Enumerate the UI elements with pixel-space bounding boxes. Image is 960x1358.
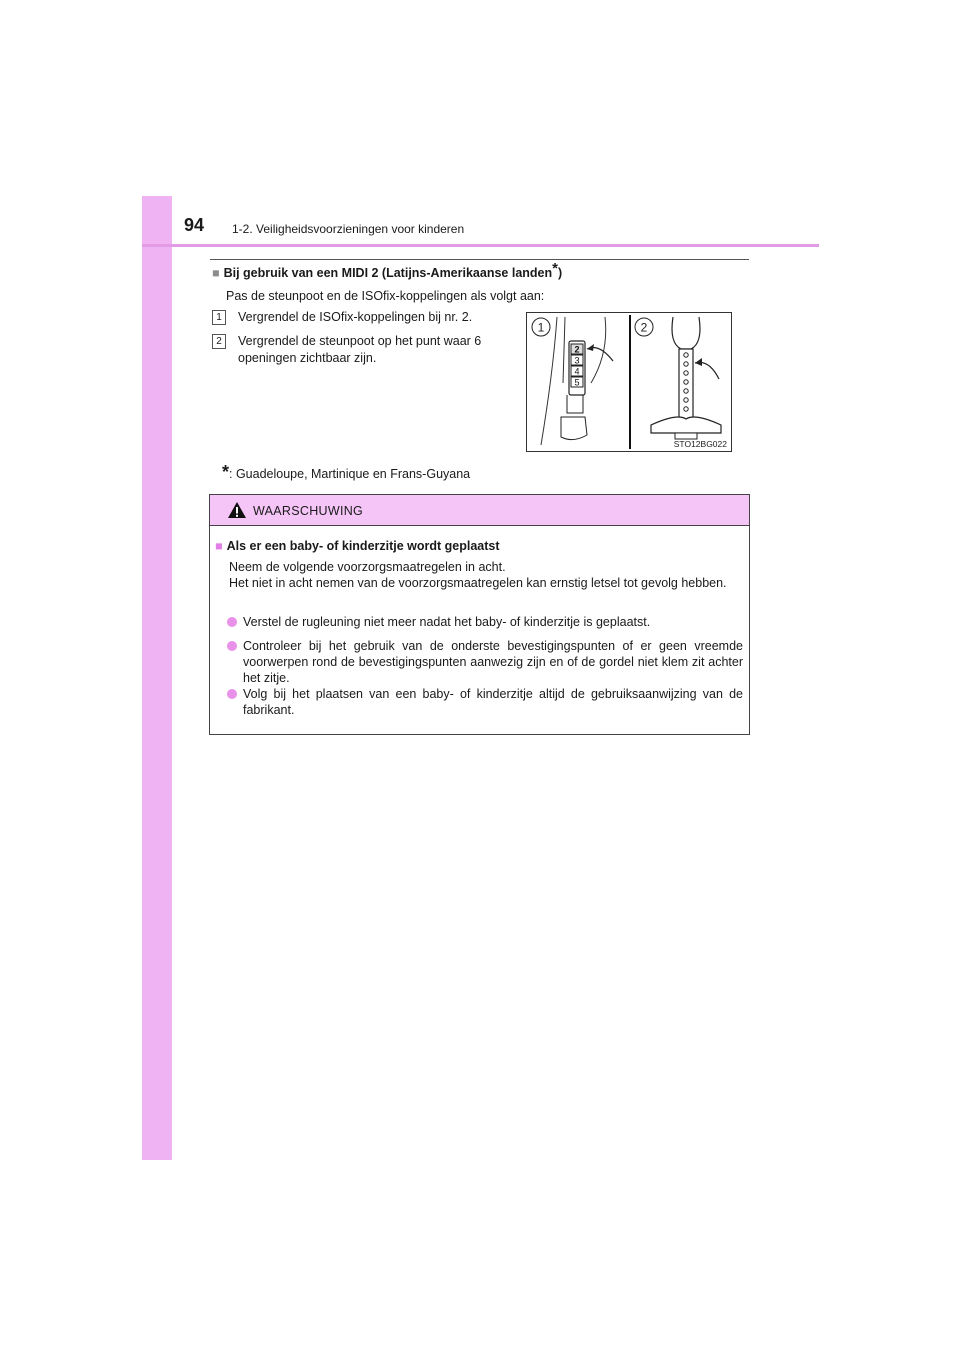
warning-bullet-text: Controleer bij het gebruik van de onderste bevestigingspunten of er geen vreemde voorwerpen rond de bevestigingspunten aanwezig zijn en of de gordel niet klem zit achter het zitje. (243, 639, 743, 685)
seat-edge-line (591, 317, 606, 383)
warning-subheading-text: Als er een baby- of kinderzitje wordt geplaatst (226, 539, 500, 553)
seat-edge-line (563, 317, 565, 383)
slot-number: 4 (574, 366, 580, 377)
warning-paragraph: Het niet in acht nemen van de voorzorgsmaatregelen kan ernstig letsel tot gevolg hebben. (229, 576, 727, 590)
warning-subheading (215, 539, 500, 553)
leg-hole (684, 362, 688, 366)
square-bullet-icon: ■ (215, 539, 223, 553)
warning-bullet (227, 638, 743, 686)
header-rule (142, 244, 819, 247)
pointer-arrowhead (587, 344, 594, 351)
support-leg-foot (651, 417, 721, 433)
section-heading-text: Bij gebruik van een MIDI 2 (Latijns-Amerikaanse landen (223, 266, 553, 280)
section-intro: Pas de steunpoot en de ISOfix-koppelingen als volgt aan: (226, 289, 545, 303)
leg-hole (684, 407, 688, 411)
leg-hole (684, 380, 688, 384)
isofix-latch (561, 417, 587, 440)
illustration-label-right: 2 (640, 320, 648, 335)
warning-header (210, 495, 749, 526)
slot-number: 3 (574, 355, 580, 366)
chapter-side-bar (142, 196, 172, 1160)
section-divider (210, 259, 749, 260)
leg-hole (684, 389, 688, 393)
support-leg-top (672, 317, 700, 349)
slot-number: 5 (574, 377, 580, 388)
pointer-arrow (695, 362, 719, 379)
step-number-badge: 2 (212, 334, 226, 349)
footnote-star: * (222, 462, 230, 482)
pointer-arrowhead (695, 358, 702, 366)
warning-title: WAARSCHUWING (253, 504, 364, 518)
section-heading (212, 260, 563, 280)
page-number: 94 (184, 215, 205, 235)
warning-triangle-icon (227, 501, 247, 519)
heading-footnote-star: * (552, 260, 558, 277)
warning-paragraph: Neem de volgende voorzorgsmaatregelen in acht. (229, 560, 506, 574)
illustration-label-left: 1 (537, 320, 545, 335)
chapter-title: 1-2. Veiligheidsvoorzieningen voor kinderen (232, 222, 465, 236)
leg-hole (684, 371, 688, 375)
bullet-dot-icon (227, 641, 237, 651)
leg-hole (684, 398, 688, 402)
footnote (222, 462, 470, 483)
bullet-dot-icon (227, 617, 237, 627)
footnote-text: : Guadeloupe, Martinique en Frans-Guyana (229, 467, 471, 481)
warning-bullet (227, 614, 743, 630)
seat-edge-line (541, 317, 557, 445)
heading-close: ) (557, 266, 563, 280)
step-number-badge: 1 (212, 310, 226, 325)
warning-bullet (227, 686, 743, 718)
isofix-connector (567, 395, 583, 413)
step-text: Vergrendel de steunpoot op het punt waar 6 openingen zichtbaar zijn. (238, 334, 482, 365)
warning-box (209, 494, 750, 735)
bullet-dot-icon (227, 689, 237, 699)
warning-bullet-text: Volg bij het plaatsen van een baby- of kinderzitje altijd de gebruiksaanwijzing van de fabrikant. (243, 687, 743, 717)
square-bullet-icon: ■ (212, 266, 220, 280)
slot-number: 2 (574, 344, 580, 355)
warning-bullet-text: Verstel de rugleuning niet meer nadat het baby- of kinderzitje is geplaatst. (243, 615, 651, 629)
leg-hole (684, 353, 688, 357)
illustration-code: STO12BG022 (673, 439, 727, 449)
isofix-illustration (526, 312, 732, 452)
step-text: Vergrendel de ISOfix-koppelingen bij nr. 2. (238, 310, 473, 324)
isofix-drawing (527, 313, 731, 451)
